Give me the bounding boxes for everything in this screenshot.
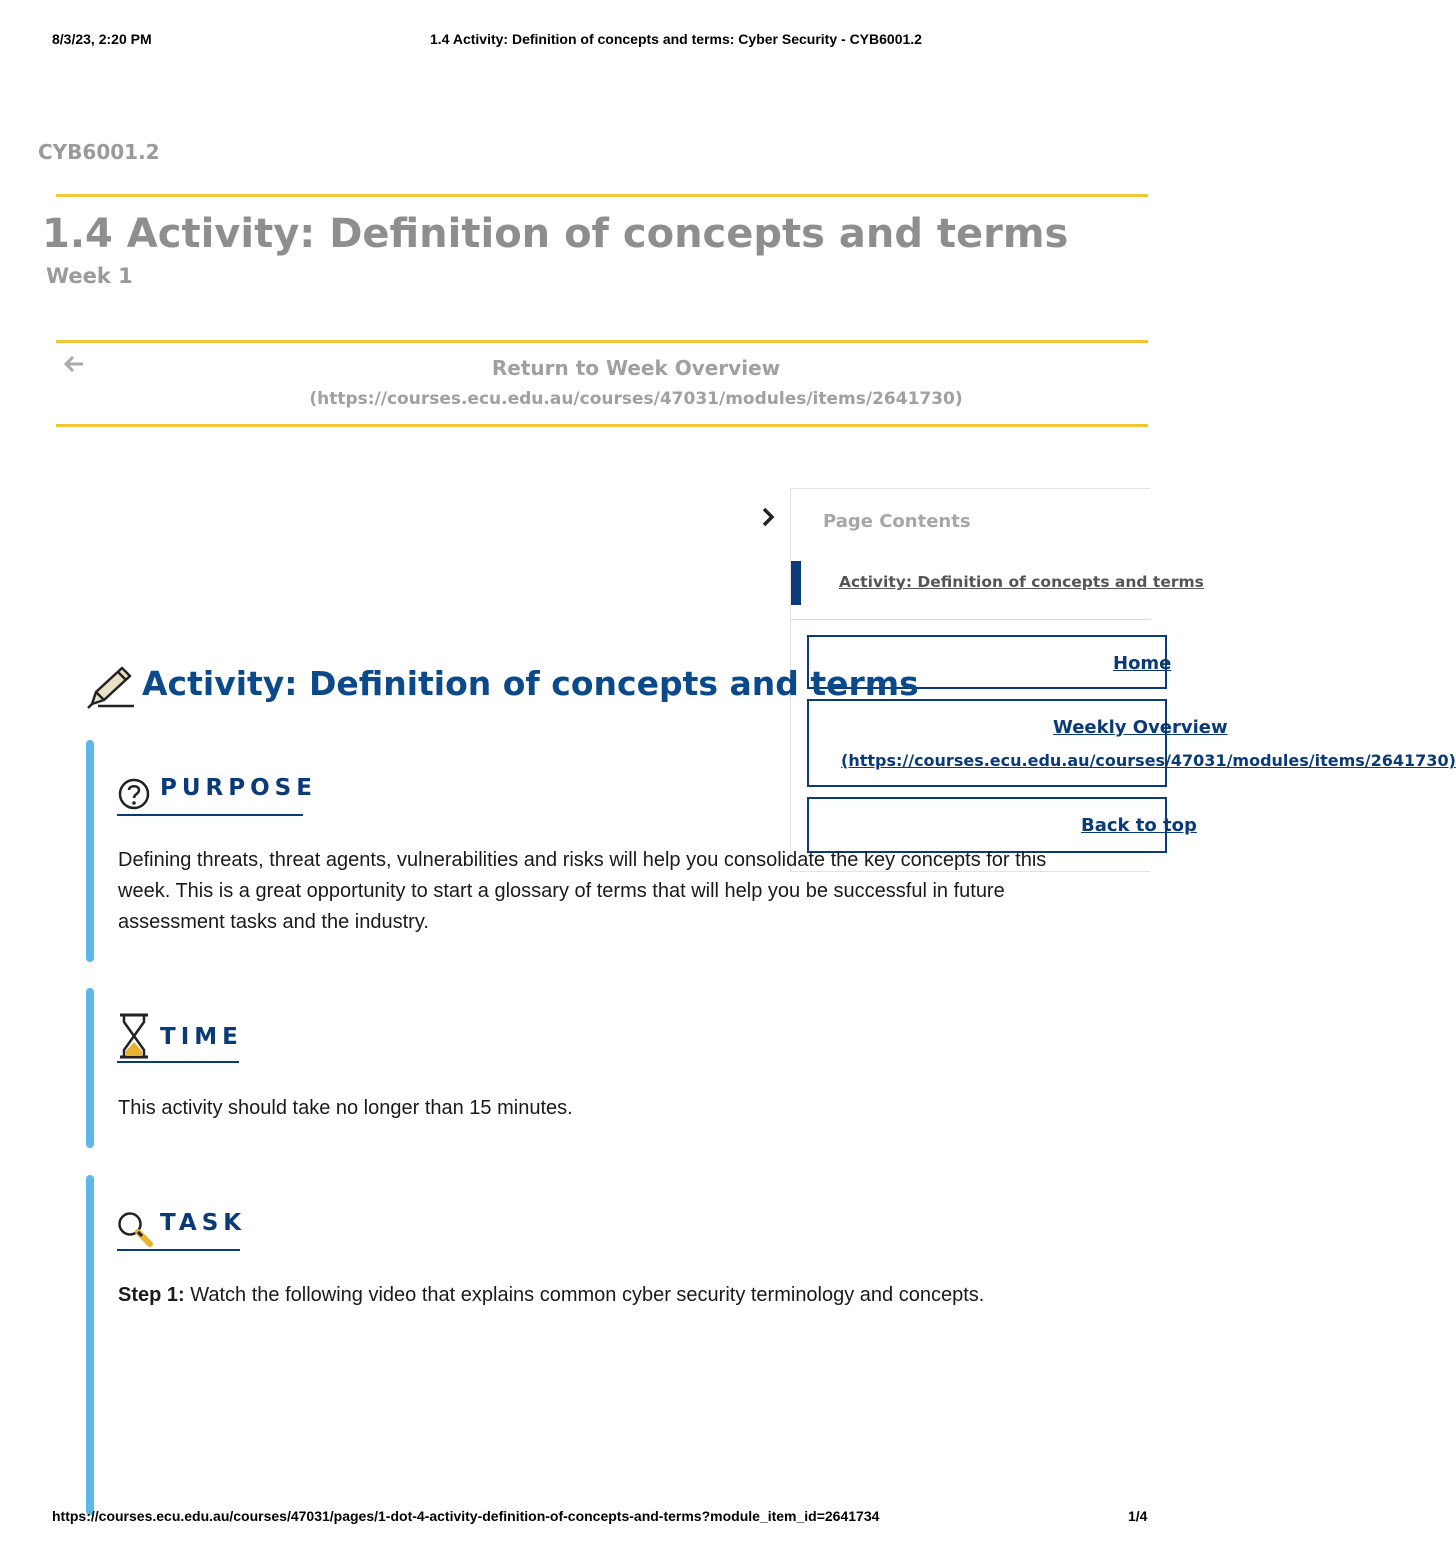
question-circle-icon [117, 777, 151, 816]
time-heading: TIME [160, 1024, 243, 1050]
task-heading: TASK [160, 1210, 247, 1236]
page-subtitle-clip [46, 262, 252, 296]
back-arrow-icon[interactable] [62, 352, 86, 383]
page-title-clip [42, 205, 1069, 265]
weekly-overview-button-label: Weekly Overview [1053, 717, 1228, 738]
toc-divider [791, 619, 1151, 620]
time-callout-bar [86, 988, 94, 1148]
page-title: 1.4 Activity: Definition of concepts and terms [42, 211, 1069, 257]
home-button-label: Home [1113, 653, 1172, 674]
chevron-right-icon[interactable] [760, 505, 776, 535]
task-step-1 [118, 1280, 984, 1311]
activity-heading-clip [142, 660, 919, 716]
task-step-text: Watch the following video that explains common cyber security terminology and concepts. [184, 1284, 985, 1306]
purpose-heading: PURPOSE [160, 775, 317, 801]
print-page-number: 1/4 [1128, 1508, 1148, 1524]
toc-item-activity[interactable]: Activity: Definition of concepts and terms [839, 573, 1204, 591]
nav-top-divider [56, 340, 1148, 343]
purpose-callout-bar [86, 740, 94, 962]
return-link-url[interactable]: (https://courses.ecu.edu.au/courses/47031/modules/items/2641730) [309, 389, 963, 409]
page-contents-title: Page Contents [823, 511, 971, 532]
task-step-label: Step 1: [118, 1284, 185, 1306]
task-underline [117, 1249, 240, 1251]
print-footer-url: https://courses.ecu.edu.au/courses/47031/pages/1-dot-4-activity-definition-of-concepts-and-terms?module_item_id=2641734 [52, 1508, 880, 1524]
pencil-icon [86, 664, 136, 715]
nav-bottom-divider [56, 424, 1148, 427]
course-code-clip [38, 135, 252, 169]
activity-heading: Activity: Definition of concepts and terms [142, 664, 919, 703]
print-doc-title: 1.4 Activity: Definition of concepts and terms: Cyber Security - CYB6001.2 [430, 31, 922, 47]
return-link[interactable]: Return to Week Overview [491, 356, 781, 380]
magnifier-icon [116, 1210, 154, 1253]
course-code: CYB6001.2 [38, 140, 160, 164]
print-datetime: 8/3/23, 2:20 PM [52, 31, 152, 47]
hourglass-icon [117, 1012, 151, 1065]
purpose-underline [117, 814, 303, 816]
weekly-overview-button-url: (https://courses.ecu.edu.au/courses/47031/modules/items/2641730) [841, 751, 1456, 770]
weekly-overview-button[interactable] [807, 699, 1456, 787]
header-divider [56, 194, 1148, 197]
toc-active-indicator [791, 561, 801, 605]
time-text: This activity should take no longer than 15 minutes. [118, 1097, 573, 1119]
task-callout-bar [86, 1175, 94, 1515]
purpose-text-clip [118, 845, 1086, 941]
time-underline [117, 1061, 239, 1063]
back-to-top-button-label: Back to top [1081, 815, 1197, 836]
purpose-text: Defining threats, threat agents, vulnerabilities and risks will help you consolidate the key concepts for this week. This is a great opportunity to start a glossary of terms that will help you be successful in future assessment tasks and the industry. [118, 849, 1047, 933]
page-subtitle: Week 1 [46, 264, 133, 288]
